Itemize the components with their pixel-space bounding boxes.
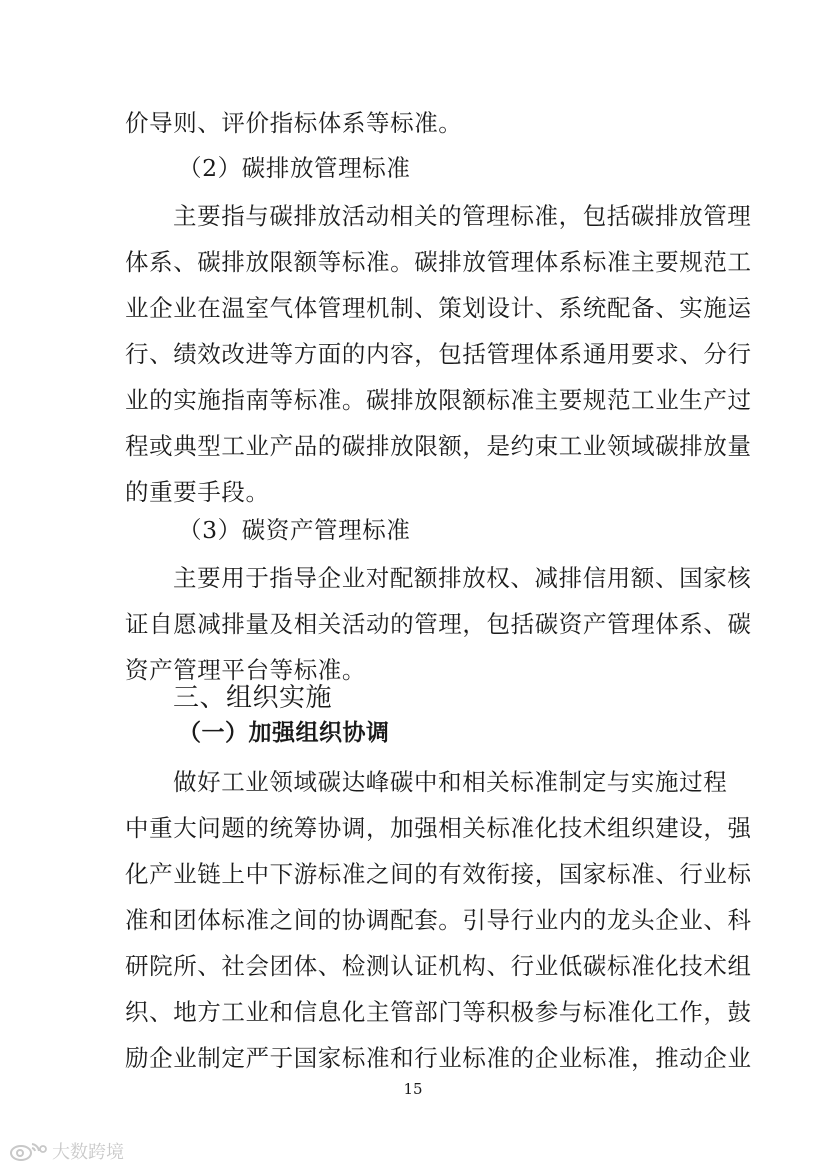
subsection-line: 织、地方工业和信息化主管部门等积极参与标准化工作，鼓: [125, 998, 752, 1026]
chapter-heading: 三、组织实施: [173, 683, 333, 713]
subsection-heading: （一）加强组织协调: [178, 720, 390, 746]
subsection-line: 做好工业领域碳达峰碳中和相关标准制定与实施过程: [173, 768, 728, 796]
section-2-line: 体系、碳排放限额等标准。碳排放管理体系标准主要规范工: [125, 248, 752, 276]
weibo-logo-icon: [8, 1140, 48, 1162]
paragraph-tail: 价导则、评价指标体系等标准。: [125, 109, 463, 137]
section-2-line: 业企业在温室气体管理机制、策划设计、系统配备、实施运: [125, 294, 752, 322]
section-2-line: 程或典型工业产品的碳排放限额，是约束工业领域碳排放量: [125, 432, 752, 460]
section-2-line: 的重要手段。: [125, 478, 270, 506]
subsection-line: 中重大问题的统筹协调，加强相关标准化技术组织建设，强: [125, 814, 752, 842]
section-2-line: 主要指与碳排放活动相关的管理标准，包括碳排放管理: [173, 202, 752, 230]
subsection-line: 化产业链上中下游标准之间的有效衔接，国家标准、行业标: [125, 860, 752, 888]
subsection-line: 准和团体标准之间的协调配套。引导行业内的龙头企业、科: [125, 906, 752, 934]
subsection-line: 励企业制定严于国家标准和行业标准的企业标准，推动企业: [125, 1044, 752, 1072]
section-3-line: 证自愿减排量及相关活动的管理，包括碳资产管理体系、碳: [125, 610, 752, 638]
watermark-text: 大数跨境: [52, 1142, 124, 1163]
section-3-heading: （3）碳资产管理标准: [178, 516, 411, 544]
section-2-heading: （2）碳排放管理标准: [178, 154, 411, 182]
section-3-line: 主要用于指导企业对配额排放权、减排信用额、国家核: [173, 564, 752, 592]
watermark: [8, 1138, 124, 1164]
section-3-line: 资产管理平台等标准。: [125, 656, 366, 684]
section-2-line: 业的实施指南等标准。碳排放限额标准主要规范工业生产过: [125, 386, 752, 414]
section-2-line: 行、绩效改进等方面的内容，包括管理体系通用要求、分行: [125, 340, 752, 368]
page-number: 15: [403, 1080, 423, 1098]
subsection-line: 研院所、社会团体、检测认证机构、行业低碳标准化技术组: [125, 952, 752, 980]
